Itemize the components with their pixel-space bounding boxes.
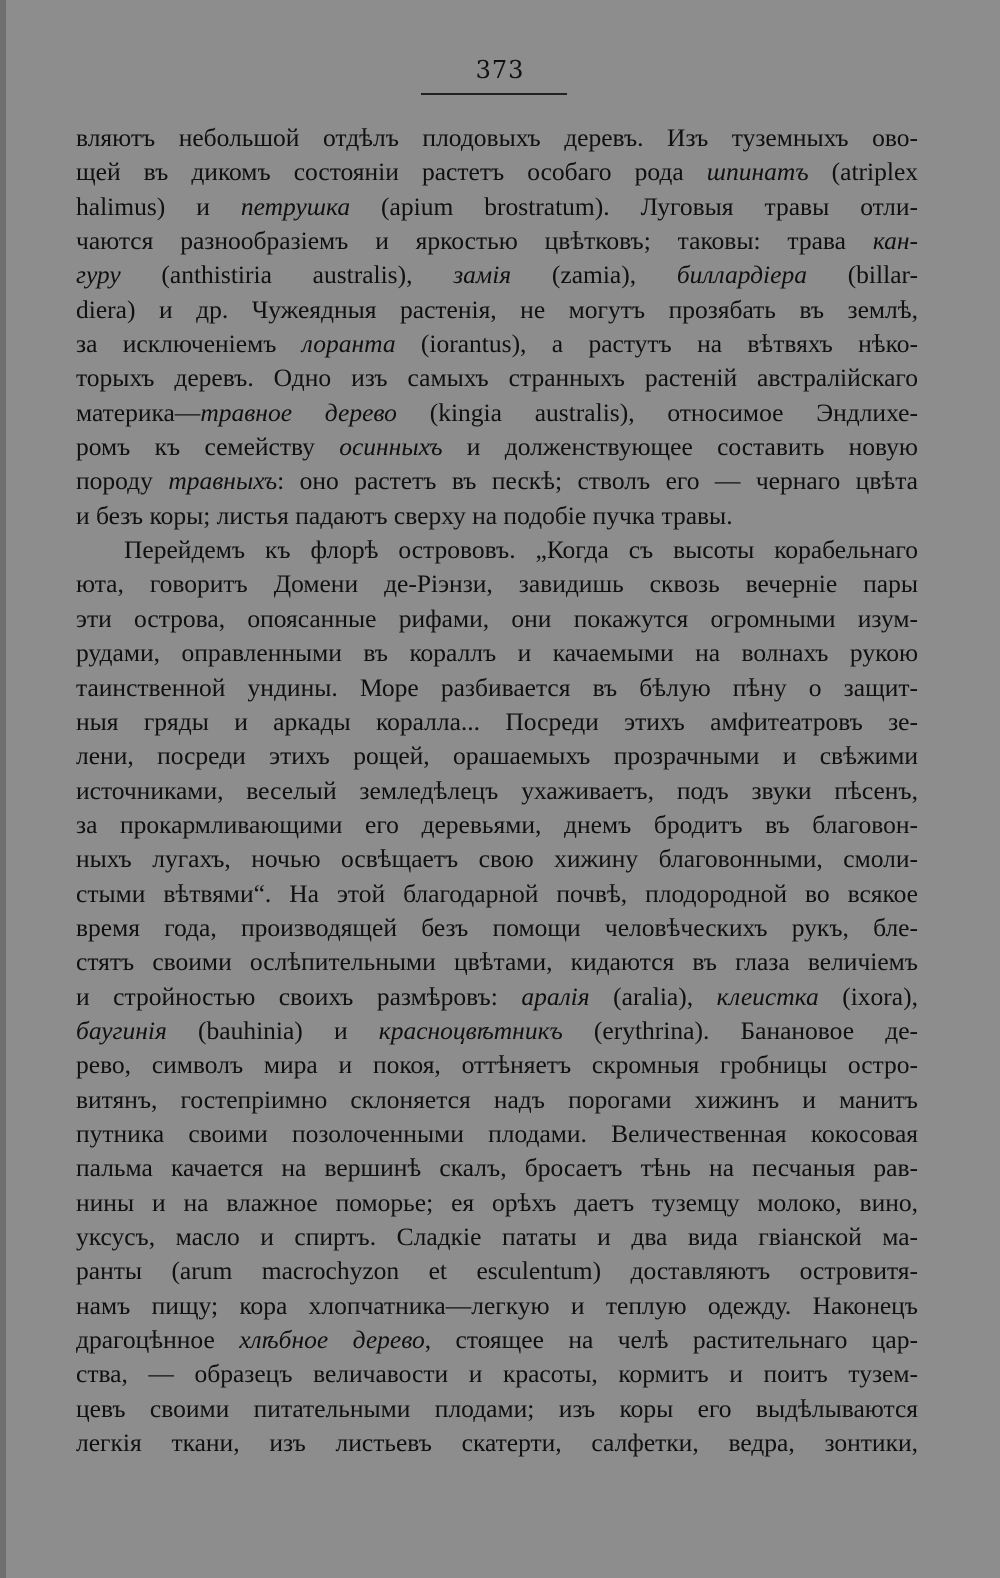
- text-run: цевъ своими питательными плодами; изъ коры его выдѣлываются: [76, 1393, 918, 1423]
- italic-term: травныхъ: [168, 466, 278, 496]
- page-edge: [0, 0, 6, 1578]
- text-line: [76, 1289, 918, 1323]
- italic-term: гуру: [76, 260, 121, 290]
- page-number: 373: [475, 56, 525, 84]
- text-line: [76, 499, 918, 533]
- text-line: [76, 808, 918, 842]
- text-run: и долженствующее составить новую: [442, 432, 918, 462]
- header-rule: [421, 93, 567, 95]
- text-line: [76, 774, 918, 808]
- text-line: [76, 705, 918, 739]
- text-run: (iorantus), а растутъ на вѣтвяхъ нѣко-: [395, 329, 918, 359]
- text-run: рево, символъ мира и покоя, оттѣняетъ скромныя гробницы остро-: [76, 1050, 918, 1080]
- text-run: (atriplex: [808, 157, 918, 187]
- text-run: (anthistiria australis),: [120, 260, 454, 290]
- text-line: [76, 327, 918, 361]
- text-run: торыхъ деревъ. Одно изъ самыхъ странныхъ растеній австралійскаго: [76, 363, 918, 393]
- italic-term: травное дерево: [200, 397, 397, 427]
- text-line: [76, 1323, 918, 1357]
- text-run: : оно растетъ въ пескѣ; стволъ его — чернаго цвѣта: [277, 466, 918, 496]
- text-run: стыми вѣтвями“. На этой благодарной почвѣ, плодородной во всякое: [76, 878, 918, 908]
- text-run: (ixora),: [818, 981, 918, 1011]
- text-run: стятъ своими ослѣпительными цвѣтами, кидаются въ глаза величіемъ: [76, 947, 918, 977]
- text-run: (billar-: [806, 260, 918, 290]
- text-line: [76, 258, 918, 292]
- text-run: (erythrina). Банановое де-: [562, 1015, 918, 1045]
- text-line: [76, 430, 918, 464]
- text-run: материка—: [76, 397, 201, 427]
- text-run: драгоцѣнное: [76, 1325, 240, 1355]
- text-run: вляютъ небольшой отдѣлъ плодовыхъ деревъ. Изъ туземныхъ ово-: [76, 123, 918, 152]
- text-run: путника своими позолоченными плодами. Величественная кокосовая: [76, 1118, 918, 1148]
- text-run: таинственной ундины. Море разбивается въ бѣлую пѣну о защит-: [76, 672, 918, 702]
- text-run: halimus) и: [76, 191, 241, 221]
- text-line: [76, 671, 918, 705]
- text-line: [76, 121, 918, 155]
- italic-term: кан-: [872, 226, 918, 256]
- text-run: рудами, оправленными въ кораллъ и качаемыми на волнахъ рукою: [76, 638, 918, 668]
- text-line: [76, 361, 918, 395]
- text-line: [76, 842, 918, 876]
- body-text: [76, 121, 918, 1460]
- text-line: [76, 464, 918, 498]
- text-run: и безъ коры; листья падаютъ сверху на подобіе пучка травы.: [76, 500, 733, 530]
- text-run: витянъ, гостепріимно склоняется надъ порогами хижинъ и манитъ: [76, 1084, 918, 1114]
- text-run: (kingia australis), относимое Эндлихе-: [396, 397, 918, 427]
- text-run: породу: [76, 466, 169, 496]
- text-line: [76, 224, 918, 258]
- text-run: , стоящее на челѣ растительнаго цар-: [424, 1325, 918, 1355]
- italic-term: красноцвѣтникъ: [378, 1015, 563, 1045]
- text-line: [76, 945, 918, 979]
- text-run: за прокармливающими его деревьями, днемъ бродитъ въ благовон-: [76, 809, 918, 839]
- text-line: [76, 1392, 918, 1426]
- italic-term: лоранта: [301, 329, 396, 359]
- italic-term: петрушка: [240, 191, 351, 221]
- italic-term: осинныхъ: [339, 432, 443, 462]
- text-line: [76, 1220, 918, 1254]
- text-line: [76, 1014, 918, 1048]
- text-run: за исключеніемъ: [76, 329, 302, 359]
- text-line: [76, 877, 918, 911]
- text-line: [76, 1357, 918, 1391]
- text-line: [76, 533, 918, 567]
- text-run: пальма качается на вершинѣ скалъ, бросаетъ тѣнь на песчаныя рав-: [76, 1153, 918, 1183]
- text-run: и стройностью своихъ размѣровъ:: [76, 981, 522, 1011]
- text-run: время года, производящей безъ помощи человѣческихъ рукъ, бле-: [76, 912, 918, 942]
- text-run: нины и на влажное поморье; ея орѣхъ даетъ туземцу молоко, вино,: [76, 1187, 918, 1217]
- italic-term: шпинатъ: [706, 157, 809, 187]
- text-run: ныхъ лугахъ, ночью освѣщаетъ свою хижину благовонными, смоли-: [76, 844, 918, 874]
- text-run: (bauhinia) и: [166, 1015, 379, 1045]
- text-run: Перейдемъ къ флорѣ острововъ. „Когда съ высоты корабельнаго: [124, 535, 918, 565]
- italic-term: аралія: [521, 981, 590, 1011]
- text-run: diera) и др. Чужеядныя растенія, не могутъ прозябать въ землѣ,: [76, 294, 918, 324]
- text-line: [76, 636, 918, 670]
- text-line: [76, 980, 918, 1014]
- italic-term: клеистка: [716, 981, 819, 1011]
- text-run: эти острова, опоясанные рифами, они покажутся огромными изум-: [76, 603, 918, 633]
- text-line: [76, 1151, 918, 1185]
- text-line: [76, 602, 918, 636]
- text-run: источниками, веселый земледѣлецъ ухаживаетъ, подъ звуки пѣсенъ,: [76, 775, 918, 805]
- text-run: щей въ дикомъ состояніи растетъ особаго рода: [76, 157, 707, 187]
- text-run: лени, посреди этихъ рощей, орашаемыхъ прозрачными и свѣжими: [76, 741, 918, 771]
- text-line: [76, 1117, 918, 1151]
- text-run: юта, говоритъ Домени де-Ріэнзи, завидишь сквозь вечерніе пары: [76, 569, 918, 599]
- text-line: [76, 1186, 918, 1220]
- text-run: легкія ткани, изъ листьевъ скатерти, салфетки, ведра, зонтики,: [76, 1428, 918, 1458]
- text-line: [76, 739, 918, 773]
- text-run: ства, — образецъ величавости и красоты, кормитъ и поитъ тузем-: [76, 1359, 918, 1389]
- italic-term: биллардіера: [676, 260, 807, 290]
- text-run: уксусъ, масло и спиртъ. Сладкіе пататы и два вида гвіанской ма-: [76, 1222, 918, 1251]
- italic-term: замія: [453, 260, 512, 290]
- text-line: [76, 396, 918, 430]
- text-run: ромъ къ семейству: [76, 432, 340, 462]
- text-line: [76, 1426, 918, 1460]
- text-run: намъ пищу; кора хлопчатника—легкую и теплую одежду. Наконецъ: [76, 1290, 918, 1320]
- italic-term: хлѣбное дерево: [239, 1325, 425, 1355]
- text-line: [76, 911, 918, 945]
- text-line: [76, 1254, 918, 1288]
- text-line: [76, 1083, 918, 1117]
- text-run: (apium brostratum). Луговыя травы отли-: [350, 191, 918, 221]
- text-line: [76, 1048, 918, 1082]
- text-run: ранты (arum macrochyzon et esculentum) доставляютъ островитя-: [76, 1256, 918, 1286]
- text-line: [76, 190, 918, 224]
- text-run: чаются разнообразіемъ и яркостью цвѣтковъ; таковы: трава: [76, 226, 873, 256]
- text-line: [76, 567, 918, 601]
- text-line: [76, 293, 918, 327]
- text-run: (zamia),: [511, 260, 677, 290]
- italic-term: баугинія: [76, 1015, 167, 1045]
- text-line: [76, 155, 918, 189]
- text-run: ныя гряды и аркады коралла... Посреди этихъ амфитеатровъ зе-: [76, 706, 918, 736]
- text-run: (aralia),: [589, 981, 717, 1011]
